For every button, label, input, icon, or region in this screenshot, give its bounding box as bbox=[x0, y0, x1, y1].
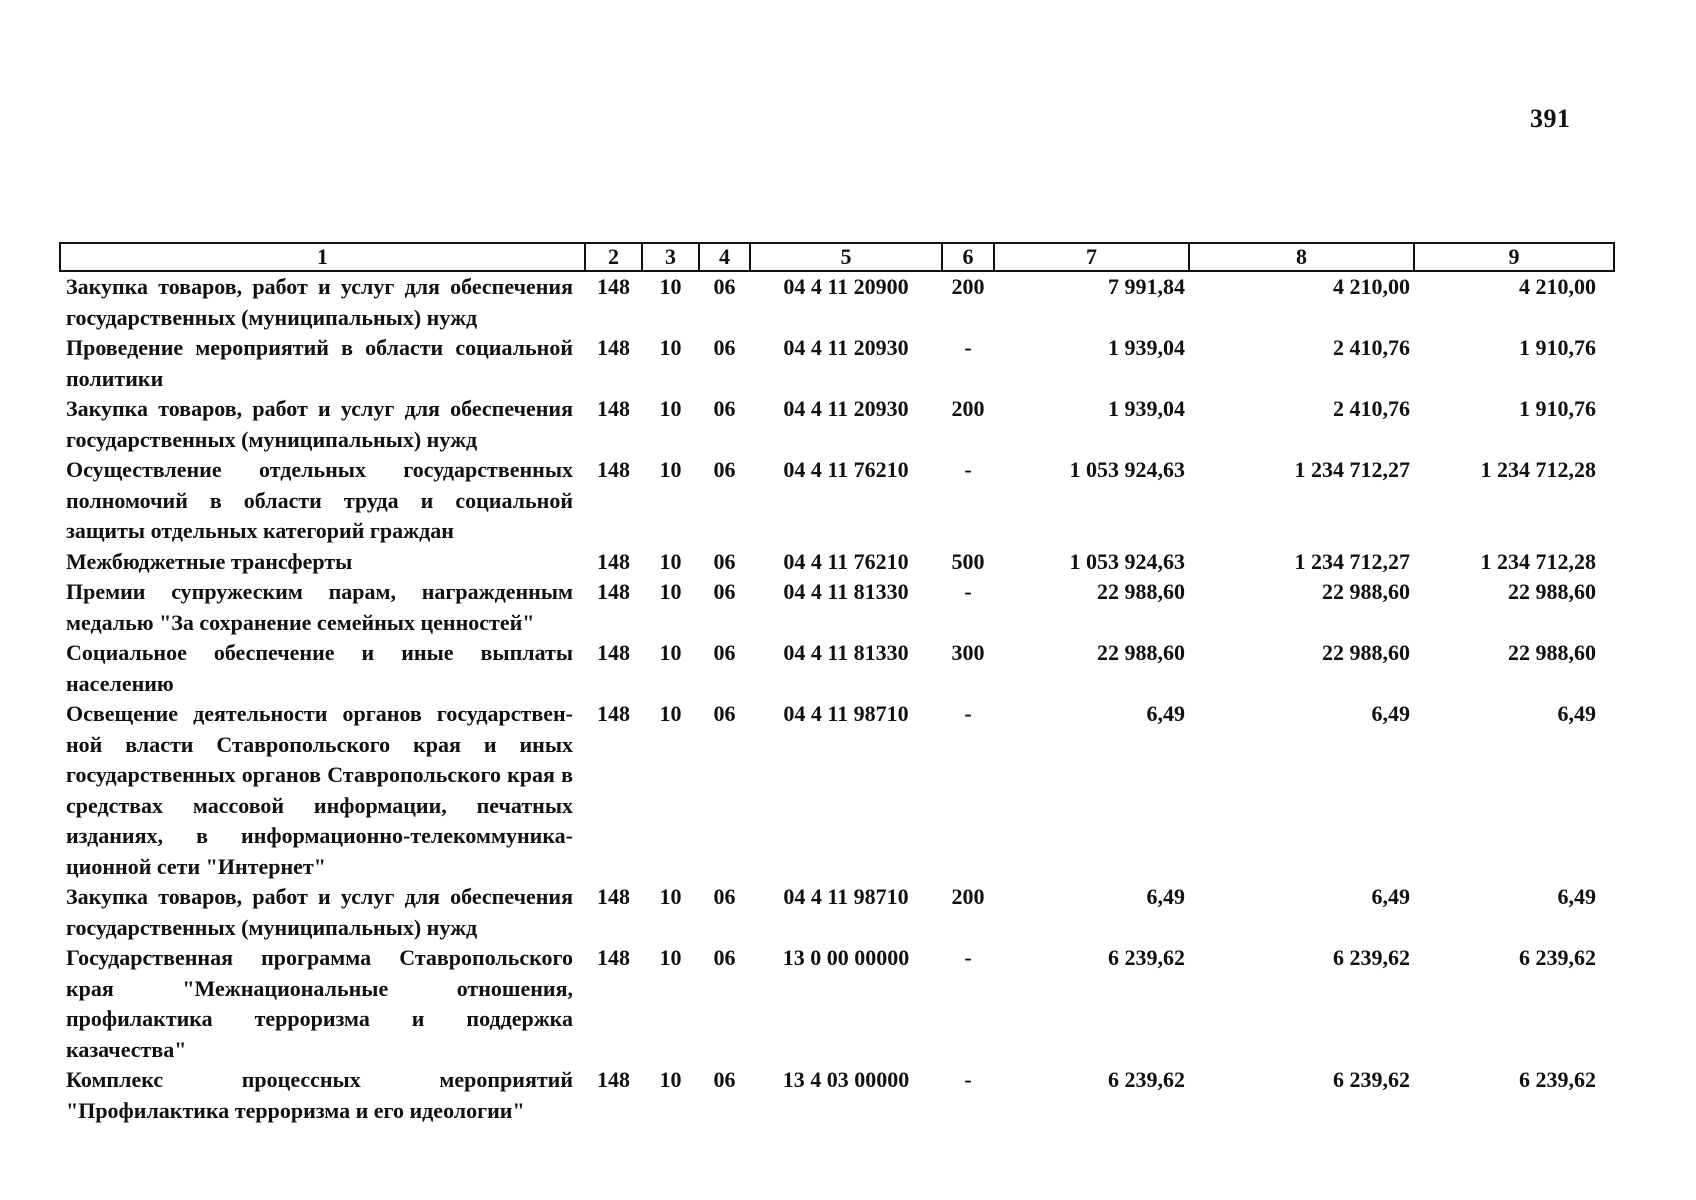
table-row bbox=[60, 638, 1614, 699]
row-subsection-code: 06 bbox=[713, 640, 736, 665]
row-expense-type: 200 bbox=[951, 274, 985, 299]
header-cell-1: 1 bbox=[60, 243, 585, 271]
table-row bbox=[60, 943, 1614, 1065]
row-ministry-code: 148 bbox=[597, 640, 630, 665]
header-cell-8: 8 bbox=[1189, 243, 1414, 271]
table-row bbox=[60, 271, 1614, 333]
row-section-code: 10 bbox=[659, 701, 682, 726]
row-subsection-code: 06 bbox=[713, 1067, 736, 1092]
row-target-code: 04 4 11 98710 bbox=[783, 701, 909, 726]
row-subsection-code: 06 bbox=[713, 701, 736, 726]
row-section-code: 10 bbox=[659, 274, 682, 299]
row-target-code: 13 0 00 00000 bbox=[782, 945, 910, 970]
row-amount-7: 6,49 bbox=[1146, 701, 1185, 726]
row-expense-type: - bbox=[964, 335, 972, 360]
row-amount-8: 6,49 bbox=[1371, 884, 1410, 909]
row-section-code: 10 bbox=[659, 1067, 682, 1092]
row-amount-9: 6,49 bbox=[1557, 701, 1596, 726]
row-subsection-code: 06 bbox=[713, 274, 736, 299]
row-amount-8: 2 410,76 bbox=[1333, 396, 1410, 421]
row-ministry-code: 148 bbox=[597, 457, 630, 482]
row-subsection-code: 06 bbox=[713, 579, 736, 604]
row-name: Проведение мероприятий в области социальной политики bbox=[66, 335, 573, 391]
row-name: Осуществление отдельных государственных полномочий в области труда и социальной защиты отдельных категорий граждан bbox=[66, 457, 573, 543]
row-ministry-code: 148 bbox=[597, 274, 630, 299]
row-expense-type: - bbox=[964, 945, 972, 970]
table-header bbox=[60, 243, 1614, 271]
row-ministry-code: 148 bbox=[597, 396, 630, 421]
row-amount-9: 4 210,00 bbox=[1519, 274, 1596, 299]
row-expense-type: 200 bbox=[951, 396, 985, 421]
row-ministry-code: 148 bbox=[597, 548, 630, 574]
row-target-code: 13 4 03 00000 bbox=[782, 1067, 910, 1092]
row-ministry-code: 148 bbox=[597, 335, 630, 360]
row-amount-8: 22 988,60 bbox=[1322, 640, 1410, 665]
row-name: Комплекс процессных мероприятий "Профилактика терроризма и его идеологии" bbox=[66, 1067, 573, 1123]
row-amount-7: 6 239,62 bbox=[1108, 945, 1185, 970]
row-ministry-code: 148 bbox=[597, 579, 630, 604]
row-section-code: 10 bbox=[659, 640, 682, 665]
table-row bbox=[60, 547, 1614, 578]
table-row bbox=[60, 699, 1614, 882]
row-amount-9: 1 910,76 bbox=[1519, 335, 1596, 360]
row-section-code: 10 bbox=[659, 579, 682, 604]
row-target-code: 04 4 11 76210 bbox=[783, 548, 909, 574]
row-amount-9: 6 239,62 bbox=[1519, 1067, 1596, 1092]
header-cell-5: 5 bbox=[750, 243, 942, 271]
row-name: Государственная программа Ставропольского края "Межнациональные отношения, профилактика терроризма и поддержка казачества" bbox=[66, 945, 573, 1062]
row-target-code: 04 4 11 20930 bbox=[783, 335, 909, 360]
row-section-code: 10 bbox=[659, 548, 682, 574]
table-row bbox=[60, 577, 1614, 638]
row-amount-8: 4 210,00 bbox=[1333, 274, 1410, 299]
row-amount-7: 7 991,84 bbox=[1108, 274, 1185, 299]
row-amount-8: 1 234 712,27 bbox=[1294, 548, 1410, 574]
row-target-code: 04 4 11 81330 bbox=[783, 640, 909, 665]
row-expense-type: - bbox=[964, 579, 972, 604]
row-amount-7: 1 939,04 bbox=[1108, 396, 1185, 421]
header-cell-6: 6 bbox=[942, 243, 994, 271]
table-row bbox=[60, 333, 1614, 394]
row-ministry-code: 148 bbox=[597, 701, 630, 726]
row-name: Социальное обеспечение и иные выплаты населению bbox=[66, 640, 573, 696]
table-row bbox=[60, 455, 1614, 547]
row-amount-8: 2 410,76 bbox=[1333, 335, 1410, 360]
row-amount-9: 1 234 712,28 bbox=[1480, 548, 1596, 574]
row-subsection-code: 06 bbox=[713, 335, 736, 360]
row-section-code: 10 bbox=[659, 396, 682, 421]
row-amount-7: 22 988,60 bbox=[1097, 640, 1185, 665]
row-subsection-code: 06 bbox=[713, 457, 736, 482]
row-expense-type: 500 bbox=[951, 548, 985, 574]
row-expense-type: - bbox=[964, 701, 972, 726]
row-ministry-code: 148 bbox=[597, 945, 630, 970]
row-amount-7: 6 239,62 bbox=[1108, 1067, 1185, 1092]
row-amount-8: 22 988,60 bbox=[1322, 579, 1410, 604]
row-amount-8: 6 239,62 bbox=[1333, 1067, 1410, 1092]
row-section-code: 10 bbox=[659, 457, 682, 482]
row-amount-7: 6,49 bbox=[1146, 884, 1185, 909]
row-amount-7: 1 939,04 bbox=[1108, 335, 1185, 360]
row-amount-9: 6,49 bbox=[1557, 884, 1596, 909]
row-target-code: 04 4 11 81330 bbox=[783, 579, 909, 604]
row-subsection-code: 06 bbox=[713, 945, 736, 970]
row-expense-type: - bbox=[964, 1067, 972, 1092]
header-cell-2: 2 bbox=[585, 243, 642, 271]
row-name: Межбюджетные трансферты bbox=[66, 548, 353, 574]
row-section-code: 10 bbox=[659, 335, 682, 360]
header-cell-4: 4 bbox=[699, 243, 750, 271]
row-subsection-code: 06 bbox=[713, 884, 736, 909]
row-name: Закупка товаров, работ и услуг для обеспечения государственных (муниципальных) нужд bbox=[66, 396, 573, 452]
row-expense-type: 300 bbox=[951, 640, 985, 665]
row-amount-8: 1 234 712,27 bbox=[1294, 457, 1410, 482]
table-body bbox=[60, 271, 1614, 1126]
row-amount-9: 22 988,60 bbox=[1508, 579, 1596, 604]
row-target-code: 04 4 11 20930 bbox=[783, 396, 909, 421]
row-section-code: 10 bbox=[659, 884, 682, 909]
row-amount-8: 6,49 bbox=[1371, 701, 1410, 726]
header-cell-7: 7 bbox=[994, 243, 1189, 271]
row-amount-7: 1 053 924,63 bbox=[1069, 457, 1185, 482]
row-ministry-code: 148 bbox=[597, 884, 630, 909]
row-subsection-code: 06 bbox=[713, 548, 736, 574]
header-row bbox=[60, 243, 1614, 271]
row-target-code: 04 4 11 20900 bbox=[783, 274, 909, 299]
header-cell-3: 3 bbox=[642, 243, 699, 271]
row-target-code: 04 4 11 76210 bbox=[783, 457, 909, 482]
table-row bbox=[60, 882, 1614, 943]
row-amount-9: 1 234 712,28 bbox=[1480, 457, 1596, 482]
row-ministry-code: 148 bbox=[597, 1067, 630, 1092]
row-name: Освещение деятельности органов государствен-ной власти Ставропольского края и иных государственных органов Ставропольского края в средствах массовой информации, печатных изданиях, в информационно-телекоммуника-ционной сети "Интернет" bbox=[66, 701, 573, 879]
header-cell-9: 9 bbox=[1414, 243, 1614, 271]
row-amount-8: 6 239,62 bbox=[1333, 945, 1410, 970]
row-subsection-code: 06 bbox=[713, 396, 736, 421]
budget-table bbox=[59, 242, 1615, 1126]
row-amount-9: 6 239,62 bbox=[1519, 945, 1596, 970]
row-section-code: 10 bbox=[659, 945, 682, 970]
row-name: Закупка товаров, работ и услуг для обеспечения государственных (муниципальных) нужд bbox=[66, 884, 573, 940]
row-amount-7: 22 988,60 bbox=[1097, 579, 1185, 604]
page-number: 391 bbox=[1530, 104, 1571, 133]
row-expense-type: - bbox=[964, 457, 972, 482]
row-target-code: 04 4 11 98710 bbox=[783, 884, 909, 909]
table-row bbox=[60, 394, 1614, 455]
row-amount-9: 22 988,60 bbox=[1508, 640, 1596, 665]
row-amount-9: 1 910,76 bbox=[1519, 396, 1596, 421]
row-name: Премии супружеским парам, награжденным медалью "За сохранение семейных ценностей" bbox=[66, 579, 573, 635]
row-expense-type: 200 bbox=[951, 884, 985, 909]
table-row bbox=[60, 1065, 1614, 1126]
row-amount-7: 1 053 924,63 bbox=[1069, 548, 1185, 574]
row-name: Закупка товаров, работ и услуг для обеспечения государственных (муниципальных) нужд bbox=[66, 274, 573, 330]
